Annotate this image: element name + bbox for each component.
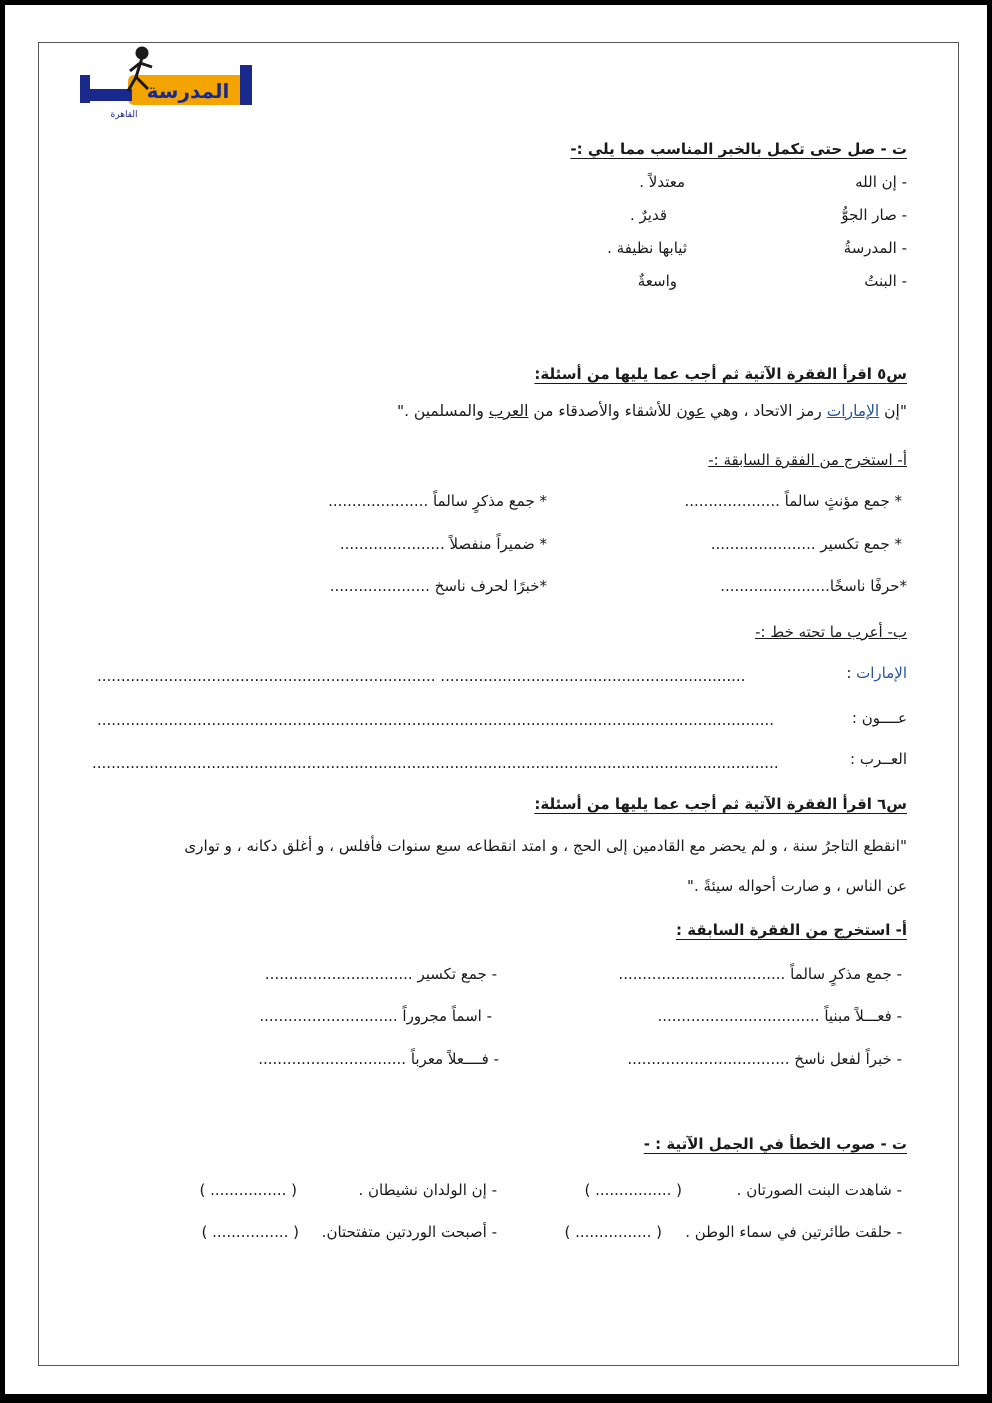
page [5, 5, 987, 1394]
logo-text: المدرسة [146, 79, 230, 103]
q5-a-item-3: * جمع تكسير ...................... [710, 535, 902, 553]
q5-b-answer-2[interactable]: .............................................................................................................................................. [97, 711, 775, 729]
q7-item-1: - شاهدت البنت الصورتان . [736, 1181, 902, 1199]
q3-left-4: - البنتُ [864, 272, 907, 290]
q5-b-label-2: عــــون [861, 709, 907, 727]
q7-blank-3[interactable]: ( ................ ) [564, 1223, 662, 1241]
q5-underlined-emirates: الإمارات [826, 402, 880, 420]
q6-a-item-6: - فــــعلاً معرباً ............................... [258, 1050, 499, 1068]
logo-subtitle: القاهرة [110, 110, 138, 120]
q6-header: س٦ اقرأ الفقرة الآتية ثم أجب عما يليها من أسئلة: [534, 795, 907, 813]
q7-item-4: - أصبحت الوردتين متفتحتان. [321, 1223, 497, 1241]
q3-right-3: ثيابها نظيفة . [607, 239, 687, 257]
q3-left-3: - المدرسةُ [843, 239, 907, 257]
q7-header: ت - صوب الخطأ في الجمل الآتية : - [643, 1135, 907, 1153]
q5-b-row-2 [852, 709, 907, 727]
q3-header: ت - صل حتى تكمل بالخبر المناسب مما يلي :- [570, 140, 907, 158]
q5-passage-mid2: للأشقاء والأصدقاء من [528, 402, 677, 420]
q7-blank-4[interactable]: ( ................ ) [201, 1223, 299, 1241]
q5-b-answer-3[interactable]: ................................................................................................................................................ [92, 754, 779, 772]
q6-a-item-3: - فعـــلاً مبنياً .................................. [657, 1007, 902, 1025]
q5-b-sep-2: : [851, 709, 862, 727]
q5-b-row-1 [846, 664, 907, 682]
logo-stroke-right [240, 65, 252, 105]
q5-underlined-aoun: عون [676, 402, 706, 420]
q6-a-item-2: - جمع تكسير ............................... [264, 965, 497, 983]
q3-right-1: معتدلاً . [639, 173, 685, 191]
q5-underlined-arab: العرب [488, 402, 529, 420]
q5-passage-end: والمسلمين ." [396, 402, 489, 420]
q7-blank-2[interactable]: ( ................ ) [199, 1181, 297, 1199]
q5-passage [397, 402, 907, 420]
q7-blank-1[interactable]: ( ................ ) [584, 1181, 682, 1199]
q3-left-2: - صار الجوُّ [841, 206, 907, 224]
q5-a-item-5: *حرفًا ناسخًا....................... [720, 577, 907, 595]
q6-a-header: أ- استخرج من الفقرة السابقة : [676, 921, 907, 939]
q5-b-label-1: الإمارات [856, 664, 907, 682]
q5-passage-open: "إن [879, 402, 907, 420]
q5-b-label-3: العــرب : [850, 750, 907, 768]
q5-b-answer-1[interactable]: ....................................................................... ................................................................ [97, 667, 746, 685]
q6-passage-line2: عن الناس ، و صارت أحواله سيئةً ." [687, 877, 907, 895]
q3-left-1: - إن الله [855, 173, 907, 191]
q5-header: س٥ اقرأ الفقرة الآتية ثم أجب عما يليها من أسئلة: [534, 365, 907, 383]
q5-b-sep-1: : [846, 664, 857, 682]
q6-a-item-5: - خبراً لفعل ناسخ .................................. [627, 1050, 902, 1068]
page-border [38, 42, 959, 1366]
logo-stroke [80, 75, 90, 103]
q7-item-3: - حلقت طائرتين في سماء الوطن . [685, 1223, 902, 1241]
q5-passage-mid1: رمز الاتحاد ، وهي [705, 402, 827, 420]
q5-a-item-6: *خبرًا لحرف ناسخ ..................... [329, 577, 547, 595]
q5-a-item-2: * جمع مذكرٍ سالماً ..................... [328, 492, 547, 510]
q3-right-2: قديرٌ . [629, 206, 667, 224]
logo-graphic [50, 45, 260, 125]
q7-item-2: - إن الولدان نشيطان . [358, 1181, 497, 1199]
q6-a-item-1: - جمع مذكرٍ سالماً ................................... [618, 965, 902, 983]
q5-b-header: ب- أعرب ما تحته خط :- [755, 623, 907, 641]
q5-a-item-1: * جمع مؤنثٍ سالماً .................... [684, 492, 902, 510]
q5-a-header: أ- استخرج من الفقرة السابقة :- [708, 451, 907, 469]
q6-a-item-4: - اسماً مجروراً ............................. [259, 1007, 492, 1025]
school-logo [50, 45, 260, 125]
q5-a-item-4: * ضميراً منفصلاً ...................... [339, 535, 547, 553]
q6-passage-line1: "انقطع التاجرُ سنة ، و لم يحضر مع القادمين إلى الحج ، و امتد انقطاعه سبع سنوات فأفلس ، و أغلق دكانه ، و توارى [184, 837, 907, 855]
q3-right-4: واسعةٌ [637, 272, 677, 290]
